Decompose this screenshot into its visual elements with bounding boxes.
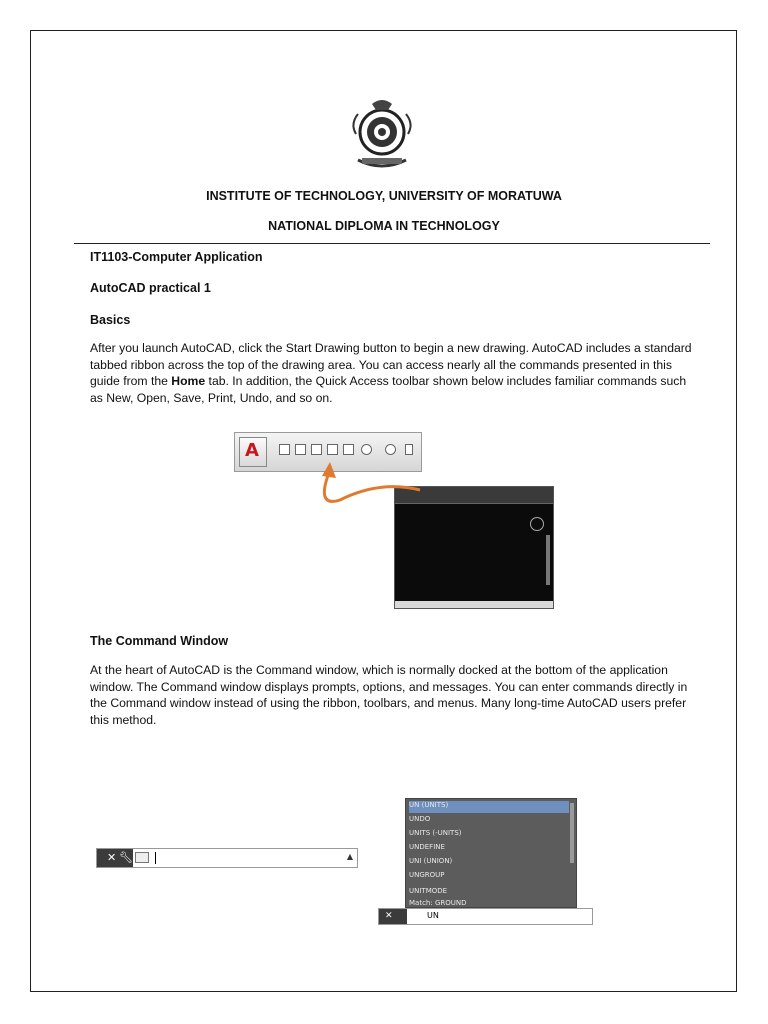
command-line-handle xyxy=(379,909,407,924)
wrench-icon[interactable]: 🔧︎ xyxy=(119,851,133,864)
print-icon[interactable] xyxy=(343,444,354,455)
autocomplete-item[interactable]: UNITMODE xyxy=(409,887,448,895)
status-bar xyxy=(395,601,553,608)
autocomplete-item[interactable]: UNI (UNION) xyxy=(409,857,453,865)
autocomplete-item[interactable]: UNITS (-UNITS) xyxy=(409,829,462,837)
autocad-app-button[interactable]: A xyxy=(239,437,267,467)
history-arrow-icon[interactable]: ▲ xyxy=(346,852,353,861)
close-icon[interactable]: ✕ xyxy=(107,851,117,864)
command-input[interactable] xyxy=(155,852,156,864)
section-heading-basics: Basics xyxy=(90,313,131,327)
typed-command[interactable]: UN xyxy=(427,911,439,920)
command-window-paragraph: At the heart of AutoCAD is the Command window, which is normally docked at the bottom of the application window. The Command window displays prompts, options, and messages. You can enter commands directly in the Command window instead of using the ribbon, toolbars, and menus. Many long-time AutoCAD users prefer this method. xyxy=(90,663,688,727)
undo-icon[interactable] xyxy=(361,444,372,455)
course-title: IT1103-Computer Application xyxy=(90,250,263,264)
open-icon[interactable] xyxy=(295,444,306,455)
diploma-title: NATIONAL DIPLOMA IN TECHNOLOGY xyxy=(268,219,500,233)
new-icon[interactable] xyxy=(279,444,290,455)
saveas-icon[interactable] xyxy=(327,444,338,455)
autocomplete-panel-figure xyxy=(405,798,577,908)
autocomplete-scrollbar[interactable] xyxy=(570,803,574,863)
autocad-drawing-area-figure xyxy=(394,486,554,609)
institute-title: INSTITUTE OF TECHNOLOGY, UNIVERSITY OF MORATUWA xyxy=(206,189,562,203)
command-line-figure xyxy=(96,848,358,868)
viewcube-icon xyxy=(530,517,544,531)
autocomplete-item[interactable]: UNGROUP xyxy=(409,871,445,879)
command-line-handle xyxy=(97,849,133,867)
prompt-icon[interactable] xyxy=(135,852,149,863)
command-line-typed-figure xyxy=(378,908,593,925)
qat-dropdown-icon[interactable] xyxy=(405,444,413,455)
redo-icon[interactable] xyxy=(385,444,396,455)
save-icon[interactable] xyxy=(311,444,322,455)
ribbon-strip xyxy=(395,487,553,504)
navigation-bar xyxy=(546,535,550,585)
basics-paragraph: After you launch AutoCAD, click the Start Drawing button to begin a new drawing. AutoCAD includes a standard tabbed ribbon across the top of the drawing area. You can access nearly all the commands presented in this guide from the Home tab. In addition, the Quick Access toolbar shown below includes familiar commands such as New, Open, Save, Print, Undo, and so on. xyxy=(90,341,692,405)
quick-access-toolbar-figure xyxy=(234,432,422,472)
section-heading-command-window: The Command Window xyxy=(90,634,229,648)
autocomplete-item[interactable]: UNDO xyxy=(409,815,431,823)
header-rule xyxy=(74,243,710,244)
autocomplete-item[interactable]: Match: GROUND xyxy=(409,899,467,907)
practical-title: AutoCAD practical 1 xyxy=(90,281,211,295)
autocomplete-item[interactable]: UN (UNITS) xyxy=(409,801,569,813)
autocomplete-item[interactable]: UNDEFINE xyxy=(409,843,445,851)
close-icon[interactable]: ✕ xyxy=(385,911,393,921)
university-crest-logo xyxy=(342,94,422,174)
